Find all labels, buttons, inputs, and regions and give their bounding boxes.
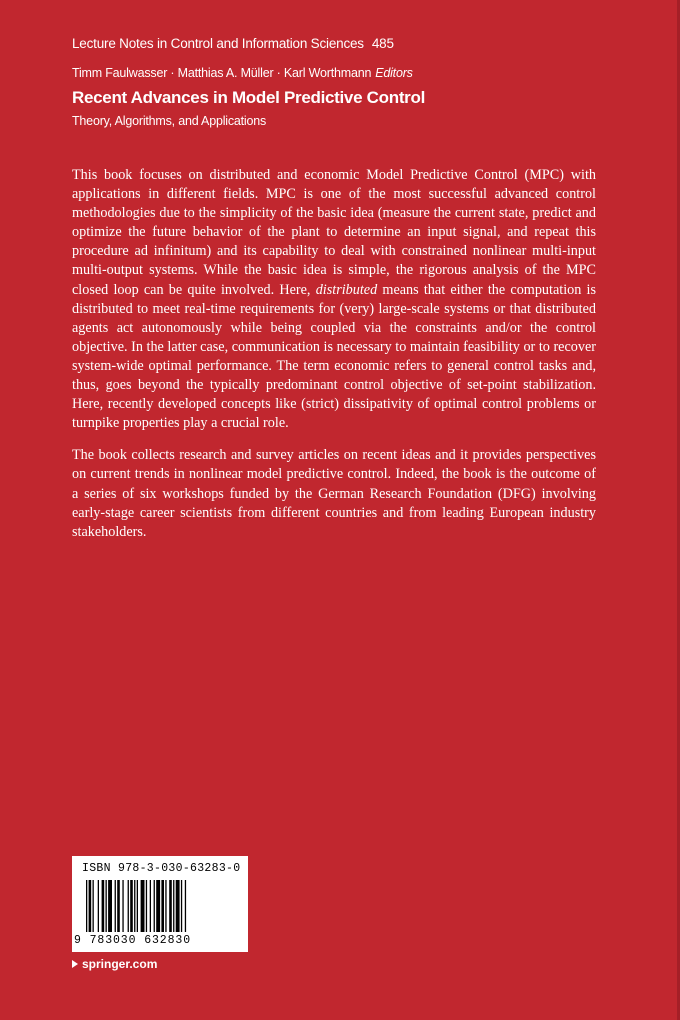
book-subtitle: Theory, Algorithms, and Applications — [72, 114, 267, 128]
series-name: Lecture Notes in Control and Information Sciences — [72, 36, 364, 51]
blurb-p1-start: This book focuses on distributed and economic Model Predictive Control (MPC) with applications in different fields. MPC is one of the most successful advanced control methodologies due to the simplicity of the basic idea (measure the current state, predict and optimize the future behavior of the plant to determine an input signal, and repeat this procedure ad infinitum) and its capability to deal with constrained nonlinear multi-input multi-output systems. While the basic idea is simple, the rigorous analysis of the MPC closed loop can be quite involved. Here, — [72, 167, 596, 298]
blurb-paragraph-1 — [72, 166, 596, 433]
editors-role: Editors — [375, 66, 413, 80]
blurb-p1-end: means that either the computation is distributed to meet real-time requirements for (very) large-scale systems or that distributed agents act autonomously while being coupled via the constraints and/or the control objective. In the latter case, communication is necessary to maintain feasibility or to recover system-wide optimal performance. The term economic refers to general control tasks and, thus, goes beyond the typically predominant control objective of set-point stabilization. Here, recently developed concepts like (strict) dissipativity of optimal control problems or turnpike properties play a crucial role. — [72, 281, 596, 432]
editor-names: Timm Faulwasser · Matthias A. Müller · Karl Worthmann — [72, 66, 372, 80]
blurb — [72, 166, 596, 555]
barcode-digits: 9 783030 632830 — [74, 934, 192, 947]
series-line — [72, 36, 394, 51]
springer-url: springer.com — [82, 957, 158, 971]
barcode-bars — [86, 880, 236, 932]
triangle-right-icon — [72, 960, 78, 968]
blurb-p1-emphasis: distributed — [315, 281, 378, 298]
isbn-barcode — [72, 856, 248, 952]
editors-line — [72, 66, 413, 80]
springer-link[interactable] — [72, 957, 157, 971]
blurb-paragraph-2: The book collects research and survey articles on recent ideas and it provides perspectives on current trends in nonlinear model predictive control. Indeed, the book is the outcome of a series of six workshops funded by the German Research Foundation (DFG) involving early-stage career scientists from different countries and from leading European industry stakeholders. — [72, 447, 596, 540]
isbn-label: ISBN 978-3-030-63283-0 — [82, 862, 241, 875]
volume-number: 485 — [371, 36, 394, 51]
book-title: Recent Advances in Model Predictive Control — [72, 88, 425, 107]
